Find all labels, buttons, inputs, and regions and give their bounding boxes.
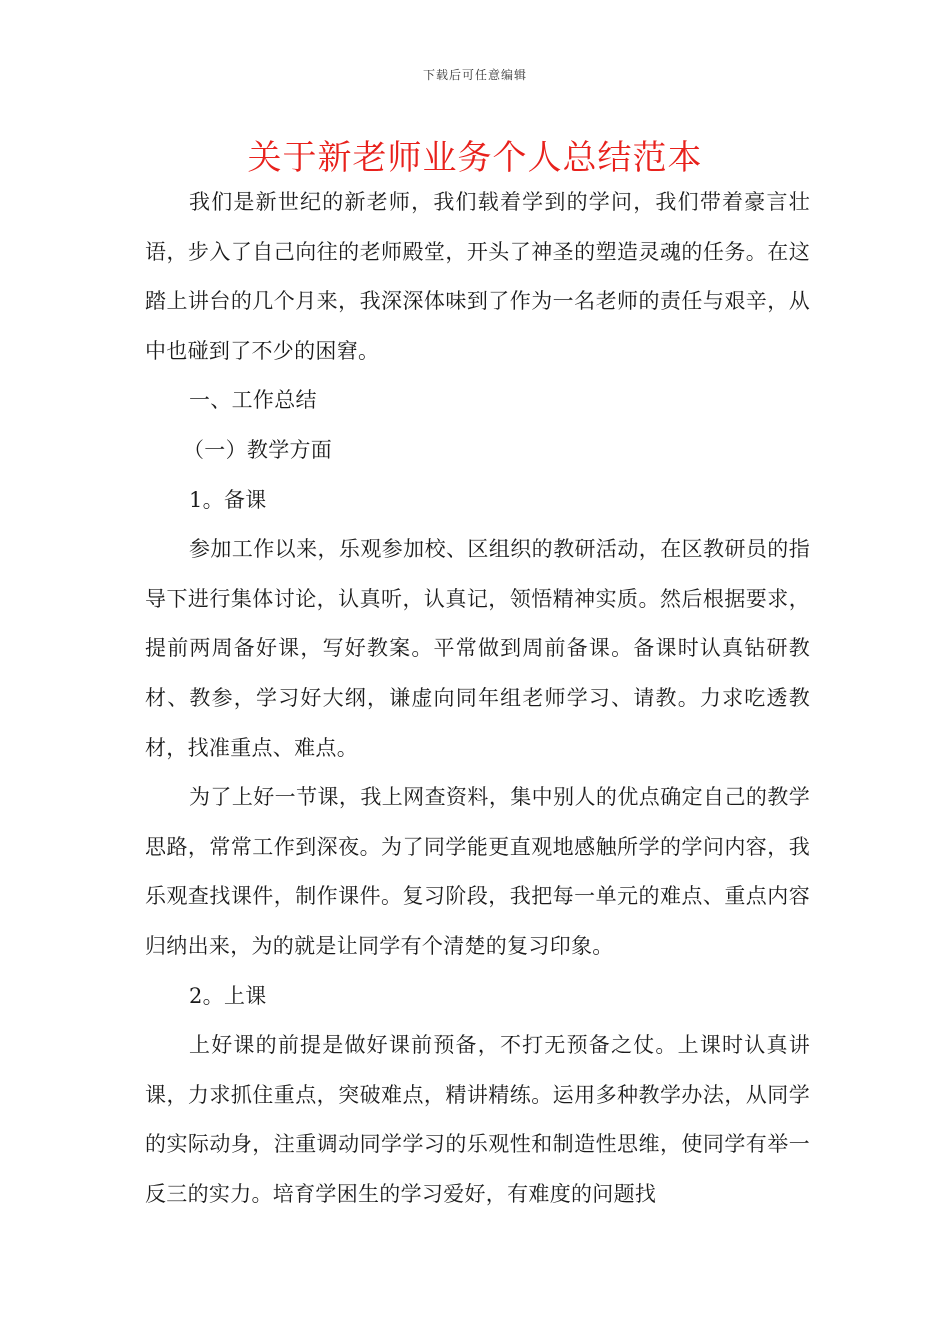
document-title: 关于新老师业务个人总结范本: [247, 138, 703, 178]
paragraph-lesson-prep: 参加工作以来，乐观参加校、区组织的教研活动，在区教研员的指导下进行集体讨论，认真听，认真记，领悟精神实质。然后根据要求，提前两周备好课，写好教案。平常做到周前备课。备课时认真钻研教材、教参，学习好大纲，谦虚向同年组老师学习、请教。力求吃透教材，找准重点、难点。: [145, 537, 810, 760]
item-heading-class: 2。上课: [189, 983, 267, 1008]
subsection-heading-teaching: （一）教学方面: [183, 437, 333, 462]
header-note: 下载后可任意编辑: [422, 68, 527, 82]
paragraph-class: 上好课的前提是做好课前预备，不打无预备之仗。上课时认真讲课，力求抓住重点，突破难点，精讲精练。运用多种教学办法，从同学的实际动身，注重调动同学学习的乐观性和制造性思维，使同学有举一反三的实力。培育学困生的学习爱好，有难度的问题找: [145, 1033, 810, 1206]
item-heading-lesson-prep: 1。备课: [189, 487, 267, 512]
paragraph-resources: 为了上好一节课，我上网查资料，集中别人的优点确定自己的教学思路，常常工作到深夜。为了同学能更直观地感触所学的学问内容，我乐观查找课件，制作课件。复习阶段，我把每一单元的难点、重点内容归纳出来，为的就是让同学有个清楚的复习印象。: [145, 785, 810, 958]
document-body: [145, 178, 810, 1219]
section-heading-work-summary: 一、工作总结: [189, 388, 317, 413]
paragraph-intro: 我们是新世纪的新老师，我们载着学到的学问，我们带着豪言壮语，步入了自己向往的老师殿堂，开头了神圣的塑造灵魂的任务。在这踏上讲台的几个月来，我深深体味到了作为一名老师的责任与艰辛，从中也碰到了不少的困窘。: [145, 190, 810, 363]
